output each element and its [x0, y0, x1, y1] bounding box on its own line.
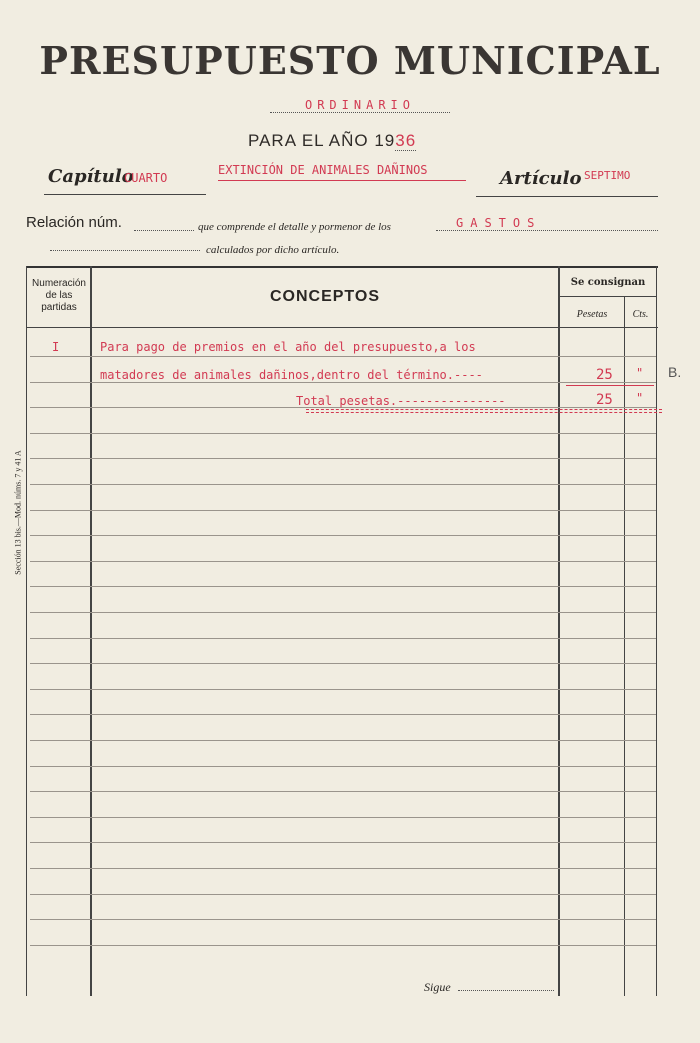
relacion-text1: que comprende el detalle y pormenor de los [198, 221, 391, 233]
row-1-num: I [52, 340, 60, 354]
table-rule-line [30, 382, 656, 383]
table-rule-line [30, 535, 656, 536]
total-cts: " [636, 391, 644, 405]
table-col-divider-3 [624, 297, 625, 996]
table-rule-line [30, 894, 656, 895]
capitulo-value: CUARTO [124, 171, 168, 185]
table-rule-line [30, 484, 656, 485]
side-note: Sección 13 bis.—Mod. núms. 7 y 41 A [13, 450, 23, 575]
relacion-num-field [134, 230, 194, 231]
table-rule-line [30, 586, 656, 587]
total-pesetas: 25 [596, 392, 613, 408]
table-col-divider-1 [90, 266, 92, 996]
table-rule-line [30, 612, 656, 613]
total-text: Total pesetas.--------------- [296, 394, 506, 408]
table-col-divider-2 [558, 266, 560, 996]
table-rule-line [30, 356, 656, 357]
subtotal-red-line [566, 385, 654, 386]
total-double-underline [306, 409, 662, 413]
sigue-dots [458, 990, 554, 991]
table-rule-line [30, 791, 656, 792]
col-cts-header: Cts. [632, 309, 649, 320]
relacion-text2: calculados por dicho artículo. [206, 244, 340, 256]
relacion-blank [50, 250, 200, 251]
table-rule-line [30, 433, 656, 434]
capitulo-underline [44, 194, 206, 195]
articulo-underline [476, 196, 658, 197]
relacion-label: Relación núm. [26, 214, 122, 231]
row-2-pesetas: 25 [596, 367, 613, 383]
table-header-border [26, 327, 658, 328]
table-rule-line [30, 842, 656, 843]
budget-type: ORDINARIO [270, 98, 450, 113]
table-rule-line [30, 561, 656, 562]
table-rule-line [30, 510, 656, 511]
concept-underline-red [218, 180, 466, 181]
table-top-border [26, 266, 658, 268]
year-value: 36 [395, 131, 417, 150]
table-rule-line [30, 458, 656, 459]
capitulo-concept: EXTINCIÓN DE ANIMALES DAÑINOS [218, 163, 428, 177]
table-rule-line [30, 817, 656, 818]
table-rule-line [30, 638, 656, 639]
col-consignan-header: Se consignan [570, 277, 646, 288]
table-rule-line [30, 868, 656, 869]
row-2-cts: " [636, 366, 644, 380]
table-rule-line [30, 766, 656, 767]
year-line [248, 131, 416, 151]
col-pesetas-header: Pesetas [576, 309, 608, 320]
col-conceptos-header: CONCEPTOS [269, 288, 381, 305]
year-label: PARA EL AÑO 19 [248, 131, 396, 150]
row-2-text: matadores de animales dañinos,dentro del término.---- [100, 368, 483, 382]
table-rule-line [30, 740, 656, 741]
table-rule-line [30, 919, 656, 920]
table-rule-line [30, 945, 656, 946]
table-rule-line [30, 663, 656, 664]
margin-note: B. [668, 364, 682, 380]
table-left-border [26, 266, 27, 996]
row-1-text: Para pago de premios en el año del presupuesto,a los [100, 340, 476, 354]
table-right-border [656, 266, 657, 996]
relacion-value: GASTOS [436, 216, 658, 231]
col-numeracion-header: Numeración de las partidas [32, 278, 86, 313]
sigue-label: Sigue [424, 980, 451, 994]
table-rule-line [30, 714, 656, 715]
capitulo-label: Capítulo [48, 166, 134, 187]
table-rule-line [30, 689, 656, 690]
consignan-divider [558, 296, 657, 297]
articulo-value: SEPTIMO [584, 169, 631, 182]
page-title: PRESUPUESTO MUNICIPAL [39, 38, 661, 83]
articulo-label: Artículo [500, 168, 582, 189]
